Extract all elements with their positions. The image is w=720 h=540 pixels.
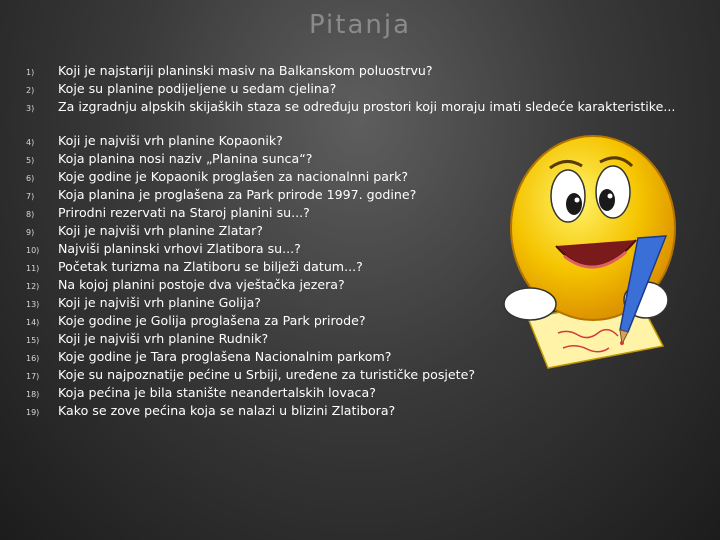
smiley-writing-icon <box>488 118 708 378</box>
item-number: 7) <box>26 192 35 201</box>
item-text: Koji je najviši vrh planine Kopaonik? <box>58 133 283 148</box>
item-number: 14) <box>26 318 40 327</box>
item-text: Koji je najstariji planinski masiv na Balkanskom poluostrvu? <box>58 63 433 78</box>
item-number: 17) <box>26 372 40 381</box>
item-text: Koji je najviši vrh planine Golija? <box>58 295 261 310</box>
item-text: Kako se zove pećina koja se nalazi u blizini Zlatibora? <box>58 403 396 418</box>
item-number: 19) <box>26 408 40 417</box>
item-text: Koje godine je Kopaonik proglašen za nacionalnni park? <box>58 169 409 184</box>
item-number: 8) <box>26 210 35 219</box>
item-text: Koja planina je proglašena za Park prirode 1997. godine? <box>58 187 417 202</box>
item-text: Koje su planine podijeljene u sedam cjelina? <box>58 81 337 96</box>
item-text: Koje godine je Golija proglašena za Park prirode? <box>58 313 366 328</box>
item-text: Početak turizma na Zlatiboru se bilježi datum...? <box>58 259 363 274</box>
item-text: Koji je najviši vrh planine Zlatar? <box>58 223 263 238</box>
item-text: Koja planina nosi naziv „Planina sunca“? <box>58 151 313 166</box>
slide-title: Pitanja <box>308 10 412 40</box>
item-text: Na kojoj planini postoje dva vještačka jezera? <box>58 277 345 292</box>
item-number: 5) <box>26 156 35 165</box>
item-number: 16) <box>26 354 40 363</box>
item-text: Koje su najpoznatije pećine u Srbiji, uređene za turističke posjete? <box>58 367 476 382</box>
item-number: 12) <box>26 282 40 291</box>
item-text: Najviši planinski vrhovi Zlatibora su...? <box>58 241 301 256</box>
item-number: 10) <box>26 246 40 255</box>
list-item <box>0 385 720 403</box>
item-number: 18) <box>26 390 40 399</box>
list-item <box>0 403 720 421</box>
item-text: Prirodni rezervati na Staroj planini su...? <box>58 205 310 220</box>
item-number: 9) <box>26 228 35 237</box>
item-number: 1) <box>26 68 35 77</box>
item-number: 6) <box>26 174 35 183</box>
item-text: Koja pećina je bila stanište neandertalskih lovaca? <box>58 385 376 400</box>
item-text: Koje godine je Tara proglašena Nacionalnim parkom? <box>58 349 392 364</box>
item-text: Za izgradnju alpskih skijaških staza se određuju prostori koji moraju imati sledeće karakteristike... <box>58 99 676 114</box>
list-item <box>0 63 720 81</box>
list-item <box>0 81 720 99</box>
item-number: 4) <box>26 138 35 147</box>
item-number: 2) <box>26 86 35 95</box>
item-number: 3) <box>26 104 35 113</box>
item-number: 15) <box>26 336 40 345</box>
item-number: 11) <box>26 264 40 273</box>
item-text: Koji je najviši vrh planine Rudnik? <box>58 331 269 346</box>
item-number: 13) <box>26 300 40 309</box>
